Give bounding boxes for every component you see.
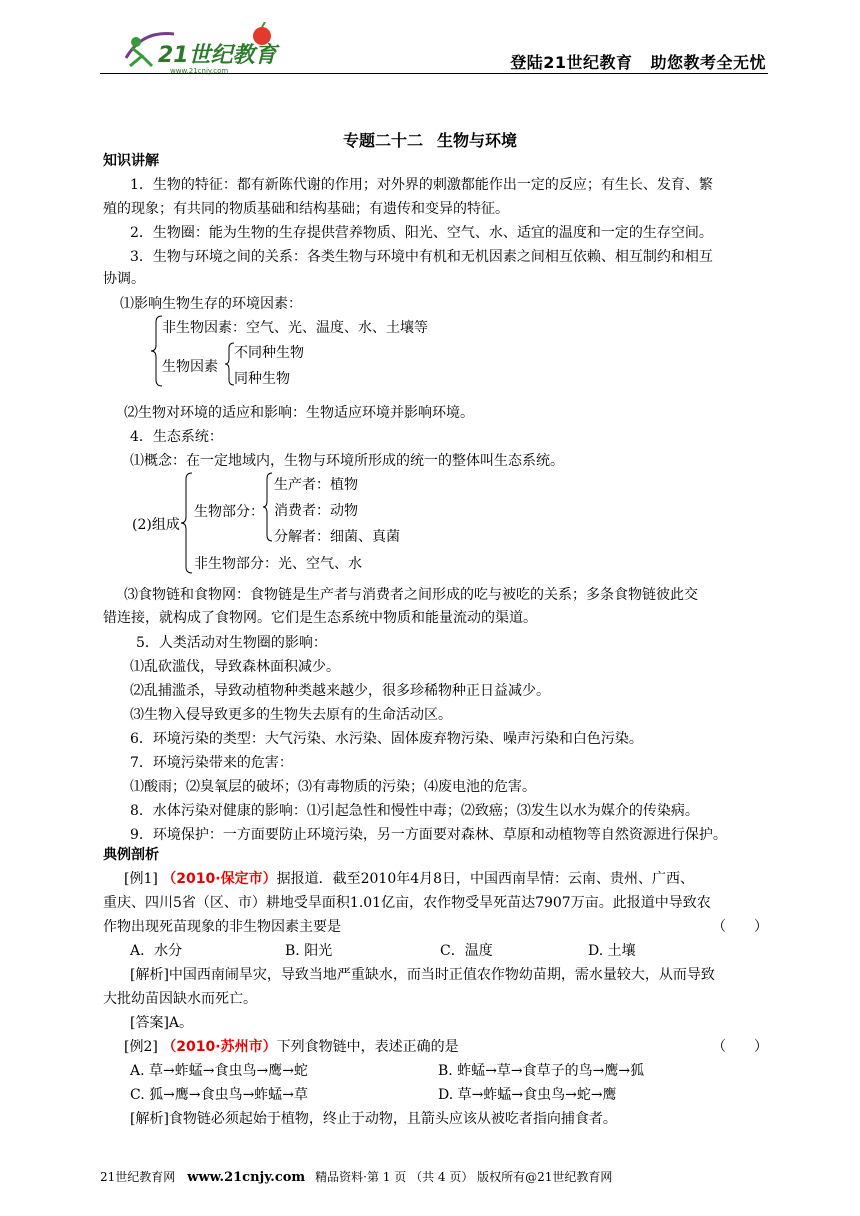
producer: 生产者：植物 (274, 477, 358, 493)
paragraph-3-2: ⑵生物对环境的适应和影响：生物适应环境并影响环境。 (124, 405, 474, 421)
paragraph-5-1: ⑴乱砍滥伐，导致森林面积减少。 (130, 659, 340, 675)
brace-composition (180, 471, 194, 575)
example-2-option-c: C. 狐→鹰→食虫鸟→蚱蜢→草 (130, 1087, 309, 1103)
abiotic-factors: 非生物因素：空气、光、温度、水、土壤等 (162, 320, 428, 336)
example-2-source: （2010·苏州市） (162, 1039, 277, 1055)
example-1-option-d: D. 土壤 (588, 943, 636, 959)
footer-info: 精品资料·第 1 页 （共 4 页） 版权所有@21世纪教育网 (315, 1170, 613, 1184)
composition-label: (2)组成 (132, 517, 180, 533)
logo-url: www.21cnjy.com (170, 67, 229, 75)
example-1-text-a: 据报道．截至2010年4月8日，中国西南旱情：云南、贵州、广西、 (276, 871, 695, 887)
paragraph-7-1: ⑴酸雨；⑵臭氧层的破坏；⑶有毒物质的污染；⑷废电池的危害。 (130, 779, 536, 795)
footer-url[interactable]: www.21cnjy.com (187, 1170, 306, 1185)
example-1-source: （2010·保定市） (162, 871, 277, 887)
example-1-option-b: B. 阳光 (285, 943, 333, 959)
example-1-label: [例1] (124, 871, 158, 887)
title-topic-number: 专题二十二 (342, 131, 423, 150)
paragraph-4-3a: ⑶食物链和食物网：食物链是生产者与消费者之间形成的吃与被吃的关系；多条食物链彼此交 (124, 587, 698, 603)
page-title (0, 128, 860, 151)
site-logo (112, 22, 282, 76)
example-1-text-b: 重庆、四川5省（区、市）耕地受旱面积1.01亿亩，农作物受旱死苗达7907万亩。此报道中导致农 (103, 895, 711, 911)
paragraph-9: 9．环境保护：一方面要防止环境污染，另一方面要对森林、草原和动植物等自然资源进行保护。 (130, 827, 727, 843)
slogan-right: 助您教考全无忧 (650, 53, 766, 72)
bio-part-label: 生物部分： (194, 504, 264, 520)
example-1-option-c: C．温度 (440, 943, 493, 959)
example-2-analysis: [解析]食物链必须起始于植物，终止于动物，且箭头应该从被吃者指向捕食者。 (130, 1111, 617, 1127)
paragraph-2: 2．生物圈：能为生物的生存提供营养物质、阳光、空气、水、适宜的温度和一定的生存空间。 (130, 225, 713, 241)
footer-site: 21世纪教育网 (100, 1170, 176, 1184)
example-1-answer-blank: （ ） (712, 919, 768, 935)
slogan-left: 登陆21世纪教育 (510, 53, 633, 72)
biotic-interspecies: 不同种生物 (234, 345, 304, 361)
paragraph-5-2: ⑵乱捕滥杀，导致动植物种类越来越少，很多珍稀物种正日益减少。 (130, 683, 550, 699)
section-heading-knowledge: 知识讲解 (103, 153, 159, 169)
example-1-option-a: A．水分 (130, 943, 183, 959)
paragraph-8: 8．水体污染对健康的影响：⑴引起急性和慢性中毒；⑵致癌；⑶发生以水为媒介的传染病。 (130, 803, 699, 819)
decomposer: 分解者：细菌、真菌 (274, 529, 400, 545)
consumer: 消费者：动物 (274, 503, 358, 519)
header-divider (100, 73, 768, 74)
example-2-option-b: B. 蚱蜢→草→食草子的鸟→鹰→狐 (438, 1063, 645, 1079)
paragraph-5-3: ⑶生物入侵导致更多的生物失去原有的生命活动区。 (130, 707, 452, 723)
example-1-analysis-b: 大批幼苗因缺水而死亡。 (103, 991, 257, 1007)
paragraph-6: 6．环境污染的类型：大气污染、水污染、固体废弃物污染、噪声污染和白色污染。 (130, 731, 643, 747)
paragraph-4: 4．生态系统： (130, 429, 223, 445)
nonbio-part: 非生物部分：光、空气、水 (194, 556, 362, 572)
page-footer (100, 1168, 612, 1185)
example-2-stem (124, 1036, 459, 1056)
example-2-question: 下列食物链中，表述正确的是 (276, 1039, 459, 1055)
paragraph-1a: 1．生物的特征：都有新陈代谢的作用；对外界的刺激都能作出一定的反应；有生长、发育、繁 (130, 177, 713, 193)
example-2-option-a: A. 草→蚱蜢→食虫鸟→鹰→蛇 (130, 1063, 308, 1079)
header-slogan (510, 50, 766, 73)
example-1-text-c: 作物出现死苗现象的非生物因素主要是 (103, 919, 341, 935)
example-1-analysis-a: [解析]中国西南闹旱灾，导致当地严重缺水，而当时正值农作物幼苗期，需水量较大，从而导致 (130, 967, 715, 983)
paragraph-1b: 殖的现象；有共同的物质基础和结构基础；有遗传和变异的特征。 (103, 201, 509, 217)
title-topic-name: 生物与环境 (437, 131, 518, 150)
paragraph-3-1: ⑴影响生物生存的环境因素： (120, 296, 302, 312)
paragraph-4-3b: 错连接，就构成了食物网。它们是生态系统中物质和能量流动的渠道。 (103, 610, 537, 626)
section-heading-examples: 典例剖析 (103, 847, 159, 863)
example-1-stem (124, 868, 694, 888)
biotic-intraspecies: 同种生物 (234, 371, 290, 387)
example-2-option-d: D. 草→蚱蜢→食虫鸟→蛇→鹰 (438, 1087, 617, 1103)
biotic-factors: 生物因素 (162, 359, 218, 375)
logo-text: 21世纪教育 (158, 43, 277, 68)
paragraph-5: 5．人类活动对生物圈的影响： (136, 635, 327, 651)
paragraph-7: 7．环境污染带来的危害： (130, 755, 293, 771)
brace-bio-part (262, 471, 274, 543)
example-2-label: [例2] (124, 1039, 158, 1055)
paragraph-3b: 协调。 (103, 271, 145, 287)
paragraph-4-1: ⑴概念：在一定地域内，生物与环境所形成的统一的整体叫生态系统。 (130, 453, 564, 469)
paragraph-3a: 3．生物与环境之间的关系：各类生物与环境中有机和无机因素之间相互依赖、相互制约和相互 (130, 249, 713, 265)
example-2-answer-blank: （ ） (712, 1039, 768, 1055)
example-1-answer: [答案]A。 (130, 1015, 194, 1031)
